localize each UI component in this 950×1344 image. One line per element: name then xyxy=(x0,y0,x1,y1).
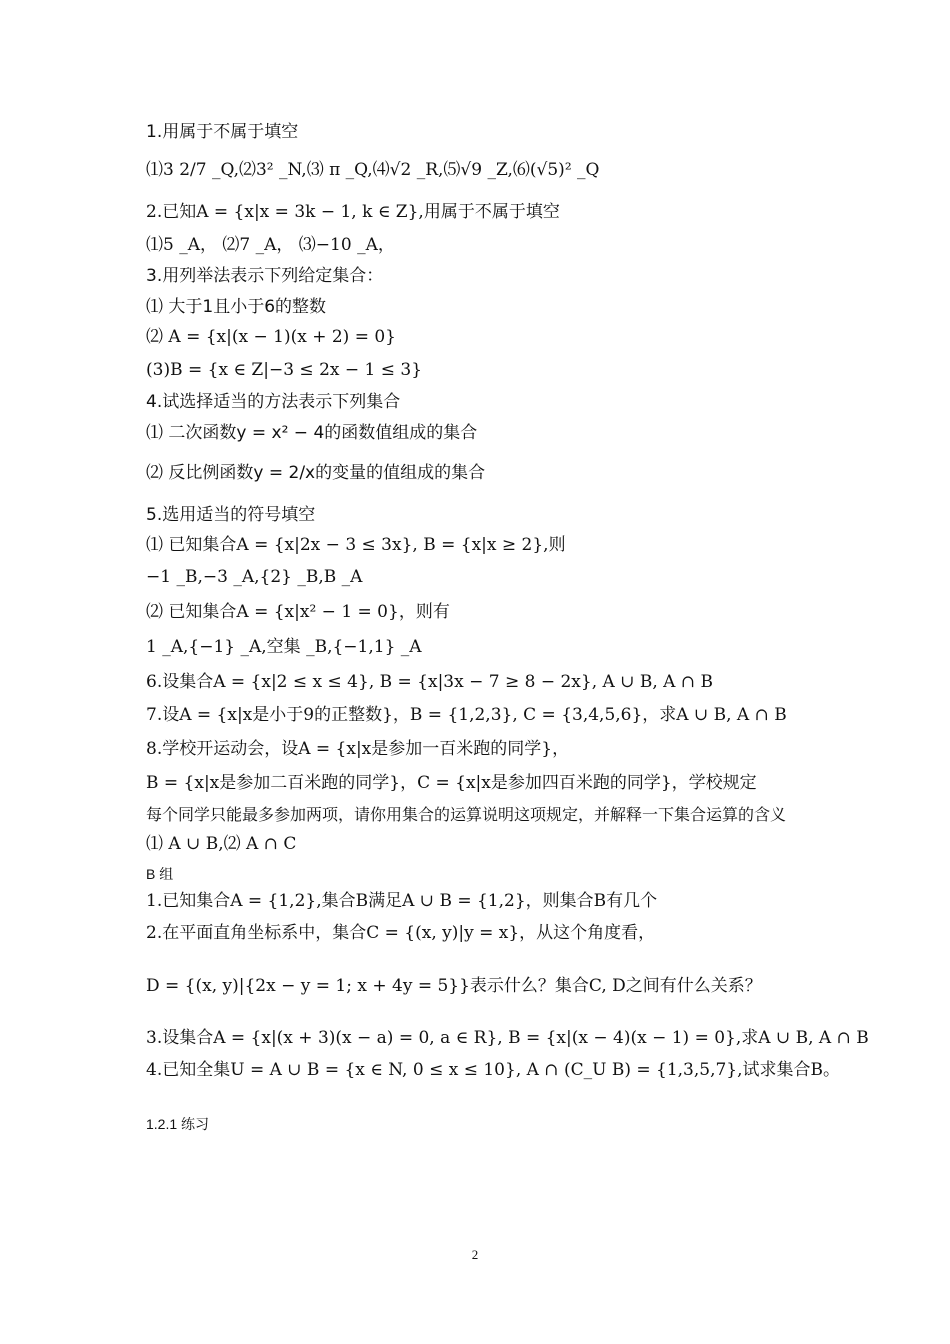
problem-line: ⑵ 反比例函数y = 2/x的变量的值组成的集合 xyxy=(146,463,486,483)
problem-line: 6.设集合A = {x|2 ≤ x ≤ 4}, B = {x|3x − 7 ≥ 8 − 2x}, A ∪ B, A ∩ B xyxy=(146,672,713,692)
page-number: 2 xyxy=(471,1247,479,1262)
problem-line: ⑴ A ∪ B,⑵ A ∩ C xyxy=(146,834,297,854)
problem-line: 4.已知全集U = A ∪ B = {x ∈ N, 0 ≤ x ≤ 10}, A ∩ (C_U B) = {1,3,5,7},试求集合B。 xyxy=(146,1060,841,1080)
problem-line: 8.学校开运动会，设A = {x|x是参加一百米跑的同学}， xyxy=(146,739,570,759)
problem-line: 7.设A = {x|x是小于9的正整数}，B = {1,2,3}, C = {3,4,5,6}，求A ∪ B, A ∩ B xyxy=(146,705,787,725)
problem-line: B = {x|x是参加二百米跑的同学}，C = {x|x是参加四百米跑的同学}，学校规定 xyxy=(146,773,757,793)
problem-line: 3.用列举法表示下列给定集合： xyxy=(146,266,384,286)
problem-line: ⑴ 二次函数y = x² − 4的函数值组成的集合 xyxy=(146,423,478,443)
problem-line: (3)B = {x ∈ Z|−3 ≤ 2x − 1 ≤ 3} xyxy=(146,360,423,380)
problem-line: 1 _A,{−1} _A,空集 _B,{−1,1} _A xyxy=(146,637,422,657)
problem-line: ⑴ 已知集合A = {x|2x − 3 ≤ 3x}, B = {x|x ≥ 2},则 xyxy=(146,535,566,555)
next-section-heading: 1.2.1 练习 xyxy=(146,1116,210,1132)
problem-line: ⑵ 已知集合A = {x|x² − 1 = 0}，则有 xyxy=(146,602,450,622)
problem-line: 3.设集合A = {x|(x + 3)(x − a) = 0, a ∈ R}, B = {x|(x − 4)(x − 1) = 0},求A ∪ B, A ∩ B xyxy=(146,1028,869,1048)
problem-line: 1.用属于不属于填空 xyxy=(146,122,299,142)
problem-line: −1 _B,−3 _A,{2} _B,B _A xyxy=(146,567,363,587)
section-heading: B 组 xyxy=(146,866,174,882)
problem-line: 2.已知A = {x|x = 3k − 1, k ∈ Z},用属于不属于填空 xyxy=(146,202,560,222)
problem-line: ⑵ A = {x|(x − 1)(x + 2) = 0} xyxy=(146,327,396,347)
problem-line: ⑴ 大于1且小于6的整数 xyxy=(146,297,327,317)
problem-line: ⑴3 2/7 _Q,⑵3² _N,⑶ π _Q,⑷√2 _R,⑸√9 _Z,⑹(√5)² _Q xyxy=(146,160,600,180)
problem-line: 2.在平面直角坐标系中，集合C = {(x, y)|y = x}，从这个角度看， xyxy=(146,923,656,943)
problem-line: 4.试选择适当的方法表示下列集合 xyxy=(146,392,401,412)
problem-line: D = {(x, y)|{2x − y = 1; x + 4y = 5}}表示什么？集合C, D之间有什么关系？ xyxy=(146,976,762,996)
problem-line: ⑴5 _A， ⑵7 _A， ⑶−10 _A， xyxy=(146,235,395,255)
problem-line: 1.已知集合A = {1,2},集合B满足A ∪ B = {1,2}，则集合B有几个 xyxy=(146,891,658,911)
problem-line: 5.选用适当的符号填空 xyxy=(146,505,316,525)
problem-line: 每个同学只能最多参加两项，请你用集合的运算说明这项规定，并解释一下集合运算的含义 xyxy=(146,805,787,824)
